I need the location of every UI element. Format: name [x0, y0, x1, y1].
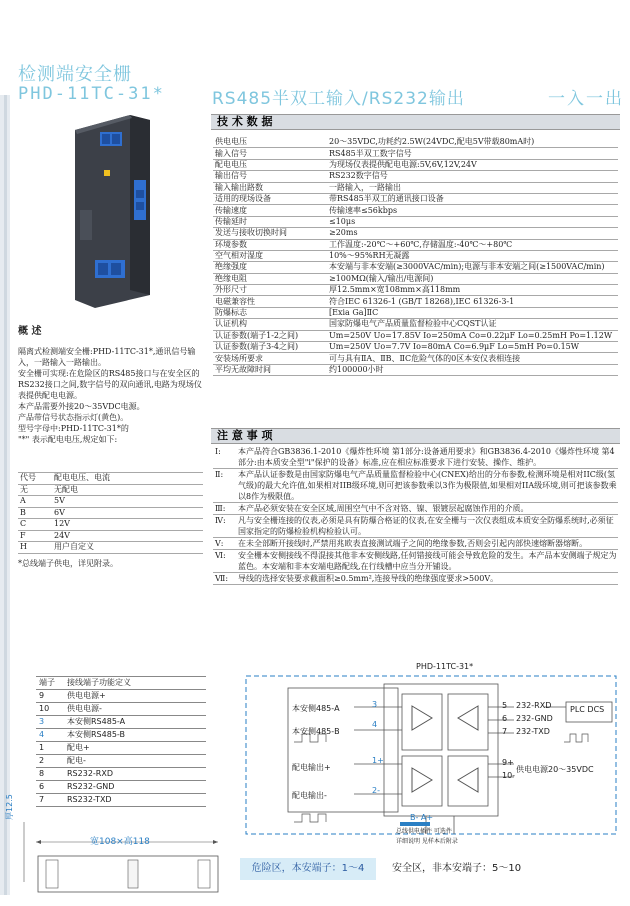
spec-row: [213, 159, 618, 170]
diagram-model: PHD-11TC-31*: [416, 662, 474, 671]
spec-row: [213, 296, 618, 307]
right-term-9: 9+: [502, 758, 514, 767]
note-number: Ⅶ:: [215, 574, 229, 583]
spec-value: 国家防爆电气产品质量监督检验中心CQST认证: [327, 319, 618, 330]
spec-key: 输入信号: [213, 148, 327, 159]
width-dim-label: 宽108×高118: [90, 837, 150, 847]
code-letter: 无: [18, 484, 52, 496]
spec-key: 传输速度: [213, 205, 327, 216]
overview-p6: "*" 表示配电电压,规定如下:: [18, 435, 118, 444]
right-term-5: 5: [502, 701, 508, 710]
note-item: [213, 573, 618, 585]
spec-key: 输入输出路数: [213, 182, 327, 193]
spec-key: 电磁兼容性: [213, 296, 327, 307]
code-voltage: 6V: [52, 507, 203, 519]
spec-row: [213, 148, 618, 159]
spec-value: Um=250V Uo=17.85V Io=250mA Co=0.22μF Lo=0.25mH Po=1.12W: [327, 330, 618, 341]
terminal-row: [36, 755, 206, 768]
spec-value: 为现场仪表提供配电电源:5V,6V,12V,24V: [327, 159, 618, 170]
right-label-gnd: 232-GND: [516, 714, 553, 723]
spec-row: [213, 364, 618, 375]
terminal-header-col2: 接线端子功能定义: [64, 677, 206, 690]
terminal-row: [36, 690, 206, 703]
note-text: 导线的选择安装要求截面积≥0.5mm²,连接导线的绝缘强度要求>500V。: [238, 574, 499, 583]
overview-p5: 型号字母中:PHD-11TC-31*的: [18, 424, 129, 433]
notes-heading: 注 意 事 项: [211, 428, 620, 444]
voltage-code-table: [18, 472, 203, 554]
spec-row: [213, 193, 618, 204]
overview-text: [18, 346, 203, 445]
terminal-row: [36, 703, 206, 716]
terminal-function: RS232-TXD: [64, 794, 206, 807]
code-row: [18, 519, 203, 531]
spec-key: 绝缘强度: [213, 262, 327, 273]
diagram-frame: [246, 676, 616, 834]
note-text: 安全栅本安侧接线不得混接其他非本安侧线路,任何错接线可能会导致危险的发生。本产品本安侧端子规定为蓝色。本安端和非本安端电路配线,在行线槽中应当分开铺设。: [238, 551, 617, 571]
terminal-table: [36, 676, 206, 807]
spec-value: 约100000小时: [327, 364, 618, 375]
note-text: 在未全部断开接线时,严禁用兆欧表直接测试端子之间的绝缘参数,否则会引起内部快速熔断器熔断。: [238, 539, 588, 548]
overview-heading: 概 述: [18, 326, 42, 337]
terminal-number: 1: [36, 742, 64, 755]
terminal-header-col1: 端子: [36, 677, 64, 690]
spec-row: [213, 319, 618, 330]
note-item: [213, 538, 618, 550]
spec-value: 传输速率≤56kbps: [327, 205, 618, 216]
spec-key: 传输延时: [213, 216, 327, 227]
left-label-b: 本安侧485-B: [292, 727, 340, 736]
spec-row: [213, 216, 618, 227]
spec-row: [213, 353, 618, 364]
code-voltage: 12V: [52, 519, 203, 531]
left-label-power-neg: 配电输出-: [292, 791, 327, 800]
terminal-function: 本安侧RS485-A: [64, 716, 206, 729]
note-number: Ⅳ:: [215, 516, 226, 525]
left-strip-line: [4, 95, 7, 895]
note-number: Ⅱ:: [215, 470, 224, 479]
spec-value: 20～35VDC,功耗约2.5W(24VDC,配电5V带载80mA时): [327, 137, 618, 148]
note-number: Ⅰ:: [215, 447, 221, 456]
code-row: [18, 542, 203, 554]
spec-key: 供电电压: [213, 137, 327, 148]
terminal-header-row: [36, 677, 206, 690]
terminal-function: 供电电源-: [64, 703, 206, 716]
note-item: [213, 515, 618, 538]
spec-row: [213, 342, 618, 353]
note-item: [213, 503, 618, 515]
note-text: 本产品认证参数是由国家防爆电气产品质量监督检验中心(CNEX)给出的分布参数,检测环境是相对IIC级(氢气级)的最大允许值,如果相对IIB级环境,则可把该参数乘以3作为极限值,如果相对IIA级环境,则可把该参数乘以8作为极限值。: [238, 470, 617, 501]
power-label: 供电电源20～35VDC: [516, 765, 594, 774]
spec-value: 本安端与非本安端(≥3000VAC/min);电源与非本安端之间(≥1500VAC/min): [327, 262, 618, 273]
terminal-number: 2: [36, 755, 64, 768]
left-term-1: 1+: [372, 756, 384, 765]
terminal-function: 配电-: [64, 755, 206, 768]
code-letter: A: [18, 496, 52, 508]
code-row: [18, 507, 203, 519]
right-term-7: 7: [502, 727, 508, 736]
spec-key: 环境参数: [213, 239, 327, 250]
terminal-row: [36, 729, 206, 742]
spec-value: 工作温度:-20℃～+60℃,存储温度:-40℃～+80℃: [327, 239, 618, 250]
spec-key: 配电电压: [213, 159, 327, 170]
terminal-number: 6: [36, 781, 64, 794]
notes-list: [213, 446, 618, 585]
code-row: [18, 484, 203, 496]
code-footnote: *总线端子供电，详见附录。: [18, 559, 118, 568]
spec-row: [213, 307, 618, 318]
left-term-2: 2-: [372, 786, 380, 795]
code-header-col2: 配电电压、电流: [52, 473, 203, 485]
terminal-number: 3: [36, 716, 64, 729]
code-header-col1: 代号: [18, 473, 52, 485]
left-label-power-pos: 配电输出+: [292, 763, 331, 772]
terminal-row: [36, 716, 206, 729]
dimension-drawing: [8, 812, 228, 896]
code-voltage: 用户自定义: [52, 542, 203, 554]
terminal-function: 本安侧RS485-B: [64, 729, 206, 742]
spec-key: 认证参数(端子1-2之间): [213, 330, 327, 341]
spec-row: [213, 137, 618, 148]
spec-value: 一路输入，一路输出: [327, 182, 618, 193]
spec-key: 认证参数(端子3-4之间): [213, 342, 327, 353]
danger-zone-banner: 危险区，本安端子：1～4: [240, 858, 376, 880]
overview-p2: 安全栅可实现:在危险区的RS485接口与在安全区的RS232接口之间,数字信号的双向通讯,电路为现场仪表提供配电电源。: [18, 369, 202, 400]
note-text: 凡与安全栅连接的仪表,必须是具有防爆合格证的仪表,在安全栅与一次仪表组成本质安全防爆系统时,必须征国家指定的防爆检验机构检验认可。: [238, 516, 614, 536]
spec-value: ≥100MΩ(输入/输出/电源间): [327, 273, 618, 284]
spec-key: 空气相对湿度: [213, 250, 327, 261]
channels-title: 一入一出: [548, 89, 624, 109]
subtitle: RS485半双工输入/RS232输出: [212, 89, 465, 109]
bus-note-2: 详细说明 见样本后附录: [396, 838, 458, 845]
terminal-row: [36, 794, 206, 807]
spec-row: [213, 171, 618, 182]
spec-value: 带RS485半双工的通讯接口设备: [327, 193, 618, 204]
spec-table: [213, 137, 618, 376]
note-item: [213, 469, 618, 503]
note-text: 本产品符合GB3836.1-2010《爆炸性环境 第1部分:设备通用要求》和GB3836.4-2010《爆炸性环境 第4部分:由本质安全型"i"保护的设备》标准,应在相应标准要求下进行安装、操作、维护。: [238, 447, 615, 467]
spec-value: RS485半双工数字信号: [327, 148, 618, 159]
right-term-10: 10-: [502, 771, 516, 780]
code-letter: F: [18, 530, 52, 542]
spec-value: 可与具有ⅡA、ⅡB、ⅡC危险气体的0区本安仪表相连接: [327, 353, 618, 364]
code-voltage: 无配电: [52, 484, 203, 496]
title-cn: 检测端安全栅: [18, 64, 132, 85]
bus-note-1: 总线供电插件 可选件: [396, 828, 452, 835]
plc-label: PLC DCS: [570, 705, 605, 714]
spec-key: 防爆标志: [213, 307, 327, 318]
spec-heading: 技 术 数 据: [211, 114, 620, 130]
left-label-a: 本安侧485-A: [292, 704, 340, 713]
note-text: 本产品必须安装在安全区域,周围空气中不含对铬、镍、银镀层起腐蚀作用的介质。: [238, 504, 529, 513]
left-term-3: 3: [372, 700, 378, 709]
spec-row: [213, 262, 618, 273]
spec-key: 认证机构: [213, 319, 327, 330]
note-number: Ⅵ:: [215, 551, 226, 560]
overview-p1: 隔离式检测端安全栅:PHD-11TC-31*,通讯信号输入，一路输入一路输出。: [18, 347, 196, 367]
spec-key: 适用的现场设备: [213, 193, 327, 204]
spec-key: 输出信号: [213, 171, 327, 182]
terminal-row: [36, 781, 206, 794]
spec-key: 外形尺寸: [213, 285, 327, 296]
spec-value: [Exia Ga]ⅡC: [327, 307, 618, 318]
code-letter: C: [18, 519, 52, 531]
spec-key: 发送与接收切换时间: [213, 228, 327, 239]
spec-key: 安装场所要求: [213, 353, 327, 364]
spec-row: [213, 205, 618, 216]
terminal-number: 4: [36, 729, 64, 742]
spec-row: [213, 228, 618, 239]
spec-row: [213, 330, 618, 341]
code-letter: H: [18, 542, 52, 554]
model-title: PHD-11TC-31*: [18, 84, 165, 104]
terminal-number: 9: [36, 690, 64, 703]
spec-row: [213, 285, 618, 296]
note-item: [213, 550, 618, 573]
left-term-4: 4: [372, 720, 378, 729]
spec-row: [213, 239, 618, 250]
spec-value: ≥20ms: [327, 228, 618, 239]
code-letter: B: [18, 507, 52, 519]
spec-key: 绝缘电阻: [213, 273, 327, 284]
overview-p4: 产品带信号状态指示灯(黄色)。: [18, 413, 129, 422]
code-row: [18, 496, 203, 508]
terminal-function: RS232-GND: [64, 781, 206, 794]
terminal-function: 供电电源+: [64, 690, 206, 703]
code-row: [18, 530, 203, 542]
spec-row: [213, 182, 618, 193]
code-voltage: 5V: [52, 496, 203, 508]
code-voltage: 24V: [52, 530, 203, 542]
spec-value: 符合IEC 61326-1 (GB/T 18268),IEC 61326-3-1: [327, 296, 618, 307]
terminal-row: [36, 768, 206, 781]
terminal-row: [36, 742, 206, 755]
spec-row: [213, 273, 618, 284]
code-header-row: [18, 473, 203, 485]
terminal-number: 7: [36, 794, 64, 807]
note-item: [213, 446, 618, 469]
note-number: Ⅴ:: [215, 539, 224, 548]
spec-value: RS232数字信号: [327, 171, 618, 182]
right-label-txd: 232-TXD: [516, 727, 550, 736]
note-number: Ⅲ:: [215, 504, 226, 513]
spec-value: 10%～95%RH无凝露: [327, 250, 618, 261]
overview-p3: 本产品需要外接20～35VDC电源。: [18, 402, 145, 411]
spec-value: 厚12.5mm×宽108mm×高118mm: [327, 285, 618, 296]
terminal-function: 配电+: [64, 742, 206, 755]
terminal-number: 8: [36, 768, 64, 781]
terminal-function: RS232-RXD: [64, 768, 206, 781]
right-term-6: 6: [502, 714, 508, 723]
right-label-rxd: 232-RXD: [516, 701, 552, 710]
terminal-number: 10: [36, 703, 64, 716]
spec-row: [213, 250, 618, 261]
spec-value: ≤10μs: [327, 216, 618, 227]
product-image: [40, 110, 210, 310]
bus-label: B- A+: [410, 813, 434, 822]
thick-dim-label: 厚12.5: [5, 794, 14, 820]
spec-value: Um=250V Uo=7.7V Io=80mA Co=6.9μF Lo=5mH Po=0.15W: [327, 342, 618, 353]
safe-zone-banner: 安全区，非本安端子：5～10: [392, 863, 522, 874]
spec-key: 平均无故障时间: [213, 364, 327, 375]
